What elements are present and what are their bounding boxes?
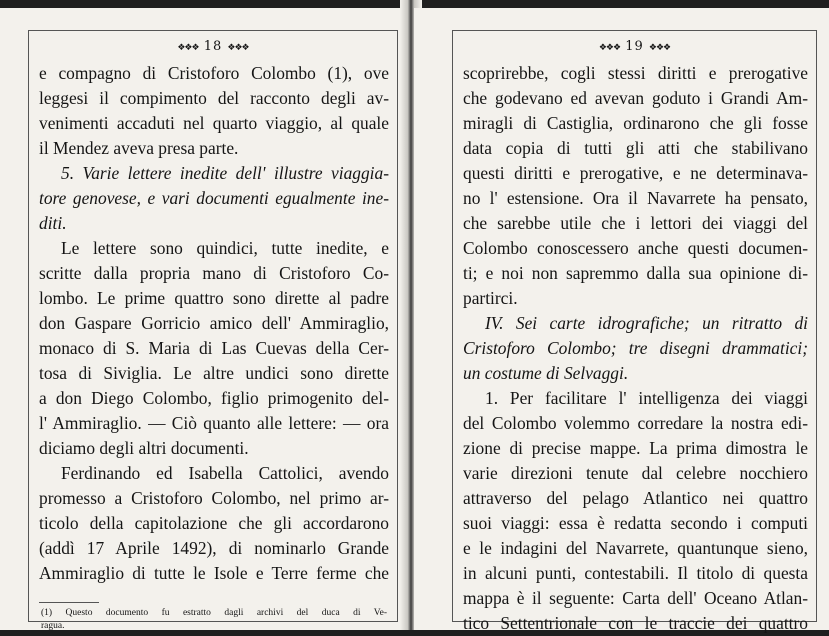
left-page-frame xyxy=(28,30,398,631)
right-page-folio: 19 xyxy=(625,39,644,54)
text-line: suoi viaggi: essa è redatta secondo i computi xyxy=(463,513,808,533)
left-page-footnote xyxy=(41,607,387,633)
text-line: Cristoforo Colombo; tre disegni drammatici; xyxy=(463,338,808,358)
left-page-body xyxy=(39,61,389,586)
text-line: monaco di S. Maria di Las Cuevas della Cer- xyxy=(39,338,389,358)
text-line: del Colombo volemmo corredare la nostra edi- xyxy=(463,413,808,433)
ornament-icon: ❖❖❖ xyxy=(177,43,199,53)
text-line: promesso a Cristoforo Colombo, nel primo ar- xyxy=(39,488,389,508)
text-line: partirci. xyxy=(463,288,518,308)
text-line: scoprirebbe, cogli stessi diritti e prerogative xyxy=(463,63,808,83)
ornament-icon: ❖❖❖ xyxy=(648,43,671,53)
text-line: venimenti accaduti nel quarto viaggio, al quale xyxy=(39,113,389,133)
right-page xyxy=(414,8,829,633)
text-line: zione di precise mappe. La prima dimostra le xyxy=(463,438,808,458)
text-line: 1. Per facilitare l' intelligenza dei viaggi xyxy=(485,388,808,408)
text-line: l' Ammiraglio. — Ciò quanto alle lettere: — ora xyxy=(39,413,389,433)
text-line: che godevano ed avevan goduto i Grandi Am- xyxy=(463,88,808,108)
text-line: no l' estensione. Ora il Navarrete ha pensato, xyxy=(463,188,808,208)
text-line: tosa di Siviglia. Le altre undici sono dirette xyxy=(39,363,389,383)
text-line: ticolo della capitolazione che gli accordarono xyxy=(39,513,389,533)
text-line: questi diritti e prerogative, e ne determinava- xyxy=(463,163,808,183)
text-line: ti; e noi non sapremmo dalla sua opinione di- xyxy=(463,263,808,283)
text-line: un costume di Selvaggi. xyxy=(463,363,629,383)
text-line: Ferdinando ed Isabella Cattolici, avendo xyxy=(61,463,389,483)
right-page-body xyxy=(463,61,808,636)
footnote-line: ragua. xyxy=(41,621,65,631)
text-line: lombo. Le prime quattro sono dirette al padre xyxy=(39,288,389,308)
text-line: miragli di Castiglia, ordinarono che gli fosse xyxy=(463,113,808,133)
text-line: data copia di tutti gli atti che stabilivano xyxy=(463,138,808,158)
text-line: a don Diego Colombo, figlio primogenito del- xyxy=(39,388,389,408)
text-line: scritte dalla propria mano di Cristoforo Co- xyxy=(39,263,389,283)
text-line: Colombo conoscessero anche questi documen- xyxy=(463,238,808,258)
text-line: e compagno di Cristoforo Colombo (1), ove xyxy=(39,63,389,83)
ornament-icon: ❖❖❖ xyxy=(598,43,621,53)
text-line: Le lettere sono quindici, tutte inedite, e xyxy=(61,238,389,258)
footnote-rule xyxy=(39,602,99,603)
text-line: IV. Sei carte idrografiche; un ritratto di xyxy=(485,313,808,333)
text-line: varie direzioni tenute dal celebre nocchiero xyxy=(463,463,808,483)
text-line: mappa è il seguente: Carta dell' Oceano Atlan- xyxy=(463,588,808,608)
text-line: il Mendez aveva presa parte. xyxy=(39,138,239,158)
right-page-frame xyxy=(452,30,817,633)
text-line: (addì 17 Aprile 1492), di nominarlo Grande xyxy=(39,538,389,558)
footnote-line: (1) Questo documento fu estratto dagli archivi del duca di Ve- xyxy=(41,608,387,618)
text-line: attraverso del pelago Atlantico nei quattro xyxy=(463,488,808,508)
text-line: che sarebbe utile che i lettori dei viaggi del xyxy=(463,213,808,233)
text-line: leggesi il compimento del racconto degli av- xyxy=(39,88,389,108)
ornament-icon: ❖❖❖ xyxy=(227,43,249,53)
right-page-number xyxy=(453,39,816,54)
text-line: don Gaspare Gorricio amico dell' Ammiraglio, xyxy=(39,313,389,333)
left-page xyxy=(0,8,410,630)
left-page-number xyxy=(29,39,397,54)
left-page-folio: 18 xyxy=(203,39,223,54)
text-line: tico Settentrionale con le traccie dei quattro xyxy=(463,613,808,633)
text-line: in alcuni punti, contestabili. Il titolo di questa xyxy=(463,563,808,583)
text-line: e le indagini del Navarrete, quantunque sieno, xyxy=(463,538,808,558)
text-line: Ammiraglio di tutte le Isole e Terre ferme che xyxy=(39,563,389,583)
text-line: 5. Varie lettere inedite dell' illustre viaggia- xyxy=(61,163,389,183)
text-line: diti. xyxy=(39,213,67,233)
text-line: diciamo degli altri documenti. xyxy=(39,438,249,458)
text-line: tore genovese, e vari documenti egualmente ine- xyxy=(39,188,389,208)
